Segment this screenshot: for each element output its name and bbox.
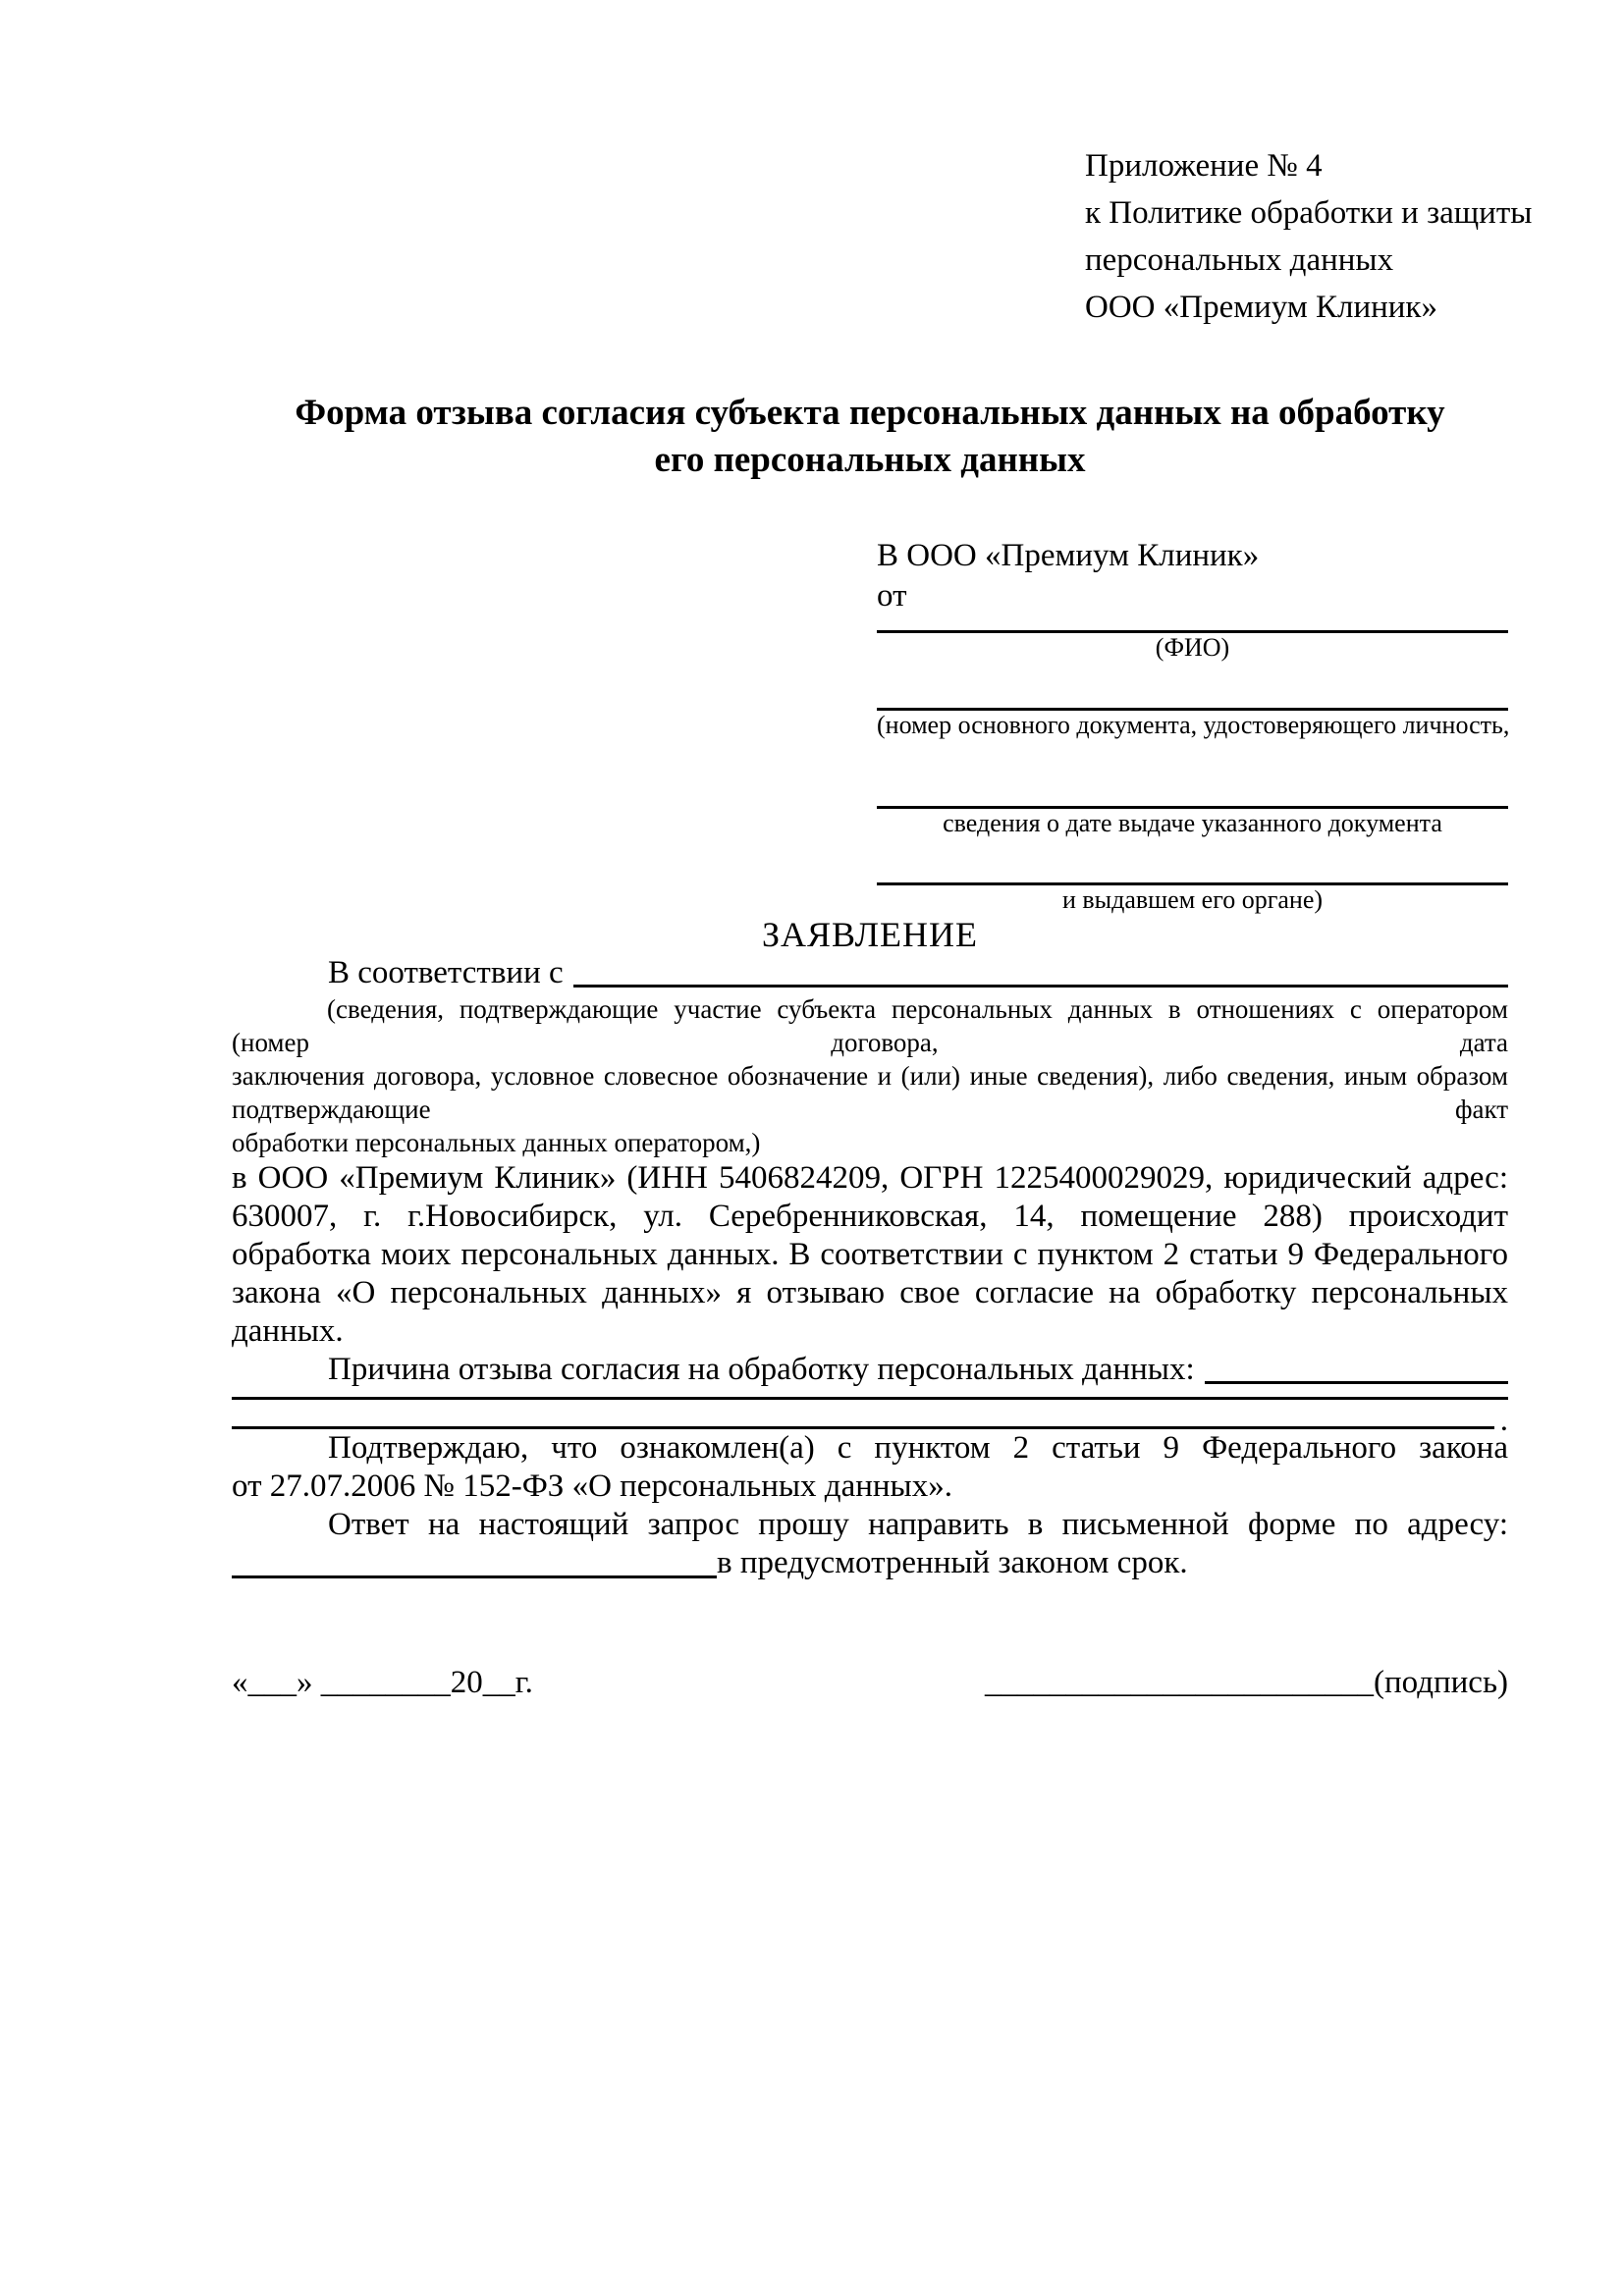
page-title-line: Форма отзыва согласия субъекта персональных данных на обработку [295, 393, 1445, 433]
write-line-basis [573, 985, 1508, 988]
footnote-line: заключения договора, условное словесное обозначение и (или) иные сведения), либо сведения, иным образом подтверждающие факт [232, 1061, 1508, 1124]
body-line: обработка моих персональных данных. В соответствии с пунктом 2 статьи 9 Федерального [232, 1237, 1508, 1272]
footer-row [232, 1659, 1508, 1706]
body-line: данных. [232, 1313, 344, 1349]
write-line-document-number [877, 663, 1508, 711]
write-line [232, 1397, 1494, 1429]
write-line-caption: (ФИО) [1155, 633, 1230, 662]
write-line-caption: и выдавшем его органе) [1061, 885, 1324, 914]
confirmation-paragraph [232, 1429, 1508, 1506]
signature-blank: ________________________(подпись) [985, 1665, 1508, 1700]
reply-line: Ответ на настоящий запрос прошу направить в письменной форме по адресу: [328, 1507, 1508, 1542]
write-line-address [232, 1575, 717, 1578]
page-title [232, 390, 1508, 484]
body-line: в ООО «Премиум Клиник» (ИНН 5406824209, ОГРН 1225400029029, юридический адрес: [232, 1160, 1508, 1196]
reason-row [232, 1351, 1508, 1389]
body-line: 630007, г. г.Новосибирск, ул. Серебренниковская, 14, помещение 288) происходит [232, 1199, 1508, 1234]
confirmation-line: Подтверждаю, что ознакомлен(а) с пунктом 2 статьи 9 Федерального закона [328, 1430, 1508, 1466]
reason-prefix: Причина отзыва согласия на обработку персональных данных: [328, 1352, 1195, 1387]
confirmation-line: от 27.07.2006 № 152-ФЗ «О персональных данных». [232, 1468, 952, 1504]
reply-suffix: в предусмотренный законом срок. [717, 1545, 1188, 1580]
write-line-caption: сведения о дате выдаче указанного документа [943, 809, 1442, 837]
recipient-block [877, 535, 1508, 915]
intro-row [232, 954, 1508, 992]
reply-paragraph [232, 1506, 1508, 1544]
write-line-fio [877, 615, 1508, 633]
recipient-from: от [877, 578, 907, 614]
appendix-line: Приложение № 4 [1085, 148, 1323, 184]
footnote-block [232, 992, 1508, 1159]
footnote-line: обработки персональных данных оператором,) [232, 1128, 761, 1157]
date-blank: «___» ________20__г. [232, 1665, 533, 1700]
body-line: закона «О персональных данных» я отзываю свое согласие на обработку персональных [232, 1275, 1508, 1310]
appendix-line: ООО «Премиум Клиник» [1085, 290, 1437, 325]
period-mark: . [1499, 1403, 1508, 1438]
intro-prefix: В соответствии с [328, 955, 564, 990]
page-title-line: его персональных данных [654, 440, 1086, 480]
write-line-reason [1205, 1381, 1508, 1384]
appendix-header [1085, 142, 1533, 331]
appendix-line: персональных данных [1085, 242, 1394, 278]
statement-heading: ЗАЯВЛЕНИЕ [761, 915, 979, 954]
write-line-caption: (номер основного документа, удостоверяющего личность, [877, 711, 1510, 739]
body-paragraph [232, 1159, 1508, 1351]
appendix-line: к Политике обработки и защиты [1085, 195, 1533, 231]
write-line-reason-continued [232, 1400, 1508, 1438]
recipient-to: В ООО «Премиум Клиник» [877, 538, 1260, 573]
footnote-line: (сведения, подтверждающие участие субъекта персональных данных в отношениях с оператором (номер договора, дата [232, 994, 1508, 1057]
address-row [232, 1544, 1508, 1582]
write-line-issuing-authority [877, 838, 1508, 885]
write-line-issue-date [877, 740, 1508, 809]
